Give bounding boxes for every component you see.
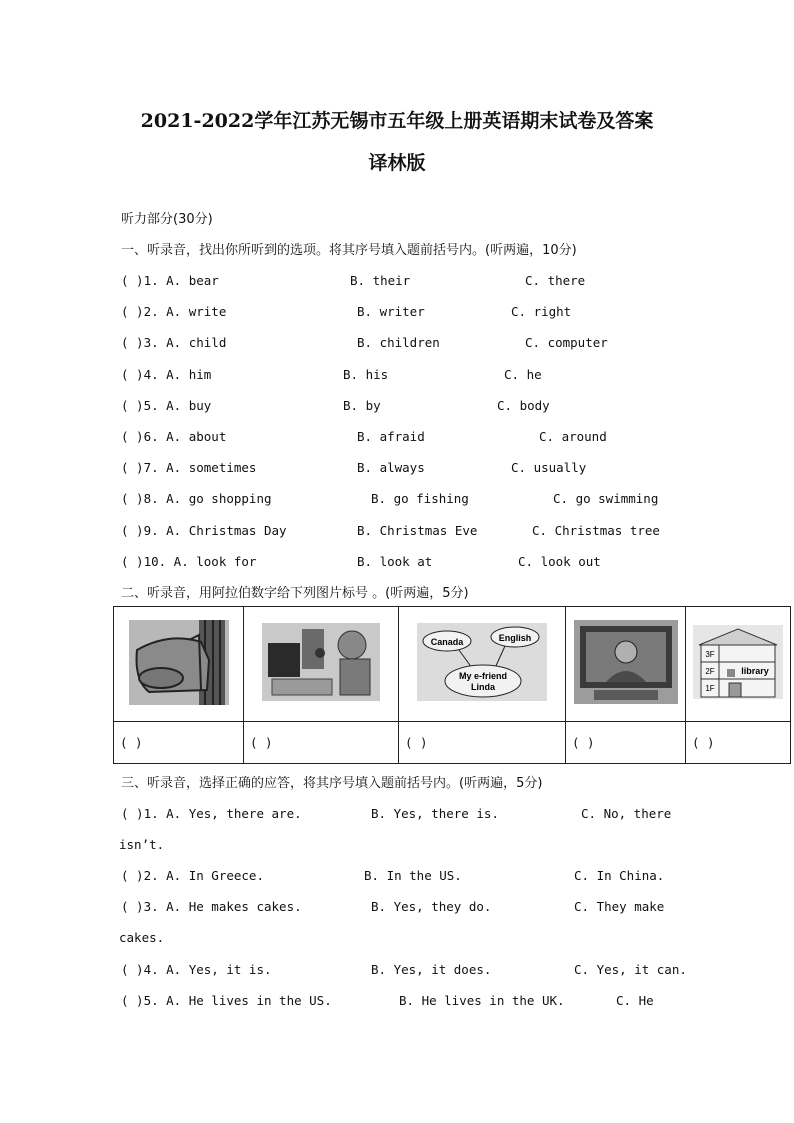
- answer-blank[interactable]: ( ): [566, 722, 686, 764]
- question-option-a: ( )1. A. Yes, there are.: [121, 806, 302, 821]
- bubble-english: English: [498, 633, 532, 643]
- question-option-a: ( )5. A. buy: [121, 398, 212, 413]
- question-option-b: B. Yes, they do.: [371, 899, 492, 914]
- question-option-c: C. body: [497, 398, 550, 413]
- question-option-a: ( )10. A. look for: [121, 554, 257, 569]
- question-continuation: isn’t.: [119, 837, 165, 852]
- question-option-c: C. he: [504, 367, 542, 382]
- question-option-b: B. look at: [357, 554, 433, 569]
- computer-picture: [574, 620, 678, 704]
- library-building-picture: [693, 625, 783, 699]
- question-option-c: C. They make: [574, 899, 665, 914]
- picture-cell: [686, 607, 791, 722]
- question-option-b: B. always: [357, 460, 425, 475]
- picture-cell: [566, 607, 686, 722]
- question-option-c: C. around: [539, 429, 607, 444]
- answer-blank[interactable]: ( ): [686, 722, 791, 764]
- answer-blank[interactable]: ( ): [114, 722, 244, 764]
- answer-blank[interactable]: ( ): [399, 722, 566, 764]
- question-option-b: B. afraid: [357, 429, 425, 444]
- question-option-b: B. writer: [357, 304, 425, 319]
- question-option-c: C. Yes, it can.: [574, 962, 687, 977]
- question-option-c: C. look out: [518, 554, 601, 569]
- question-option-b: B. his: [343, 367, 389, 382]
- question-option-a: ( )7. A. sometimes: [121, 460, 257, 475]
- question-option-b: B. Christmas Eve: [357, 523, 478, 538]
- picture-table: [113, 606, 791, 764]
- page-title: 2021-2022学年江苏无锡市五年级上册英语期末试卷及答案: [140, 110, 654, 132]
- picture-cell: [399, 607, 566, 722]
- part1-heading: 一、听录音，找出你所听到的选项。将其序号填入题前括号内。(听两遍，10分): [121, 243, 577, 258]
- picture-cell: [114, 607, 244, 722]
- question-option-c: C. there: [525, 273, 586, 288]
- question-option-a: ( )8. A. go shopping: [121, 491, 272, 506]
- question-option-a: ( )2. A. In Greece.: [121, 868, 264, 883]
- question-option-c: C. go swimming: [553, 491, 659, 506]
- question-option-c: C. computer: [525, 335, 608, 350]
- question-option-a: ( )2. A. write: [121, 304, 227, 319]
- question-option-c: C. right: [511, 304, 572, 319]
- question-option-b: B. go fishing: [371, 491, 469, 506]
- bubble-canada: Canada: [430, 637, 464, 647]
- question-option-b: B. by: [343, 398, 381, 413]
- question-option-a: ( )3. A. child: [121, 335, 227, 350]
- picture-cell: [244, 607, 399, 722]
- center-text-line1: My e-friend: [458, 671, 508, 681]
- question-continuation: cakes.: [119, 930, 165, 945]
- question-option-b: B. children: [357, 335, 440, 350]
- question-option-a: ( )1. A. bear: [121, 273, 219, 288]
- question-option-c: C. Christmas tree: [532, 523, 660, 538]
- question-option-a: ( )9. A. Christmas Day: [121, 523, 287, 538]
- library-label: library: [741, 666, 769, 676]
- question-option-a: ( )4. A. him: [121, 367, 212, 382]
- floor-2f-label: 2F: [705, 667, 715, 676]
- question-option-c: C. In China.: [574, 868, 665, 883]
- question-option-a: ( )6. A. about: [121, 429, 227, 444]
- answer-blank[interactable]: ( ): [244, 722, 399, 764]
- floor-3f-label: 3F: [705, 650, 715, 659]
- question-option-a: ( )4. A. Yes, it is.: [121, 962, 272, 977]
- page-subtitle: 译林版: [368, 152, 426, 174]
- center-text-line2: Linda: [471, 682, 495, 692]
- question-option-b: B. In the US.: [364, 868, 462, 883]
- question-option-b: B. He lives in the UK.: [399, 993, 565, 1008]
- question-option-b: B. Yes, it does.: [371, 962, 492, 977]
- question-option-b: B. Yes, there is.: [371, 806, 499, 821]
- floor-1f-label: 1F: [705, 684, 715, 693]
- part2-heading: 二、听录音，用阿拉伯数字给下列图片标号 。(听两遍，5分): [121, 586, 469, 601]
- bag-picture: [129, 620, 229, 705]
- e-friend-picture: [417, 623, 547, 701]
- question-option-c: C. He: [616, 993, 654, 1008]
- question-option-a: ( )3. A. He makes cakes.: [121, 899, 302, 914]
- question-option-c: C. usually: [511, 460, 587, 475]
- question-option-a: ( )5. A. He lives in the US.: [121, 993, 332, 1008]
- question-option-c: C. No, there: [581, 806, 672, 821]
- question-option-b: B. their: [350, 273, 411, 288]
- room-picture: [262, 623, 380, 701]
- listening-label: 听力部分(30分): [121, 212, 213, 227]
- part3-heading: 三、听录音，选择正确的应答，将其序号填入题前括号内。(听两遍，5分): [121, 776, 543, 791]
